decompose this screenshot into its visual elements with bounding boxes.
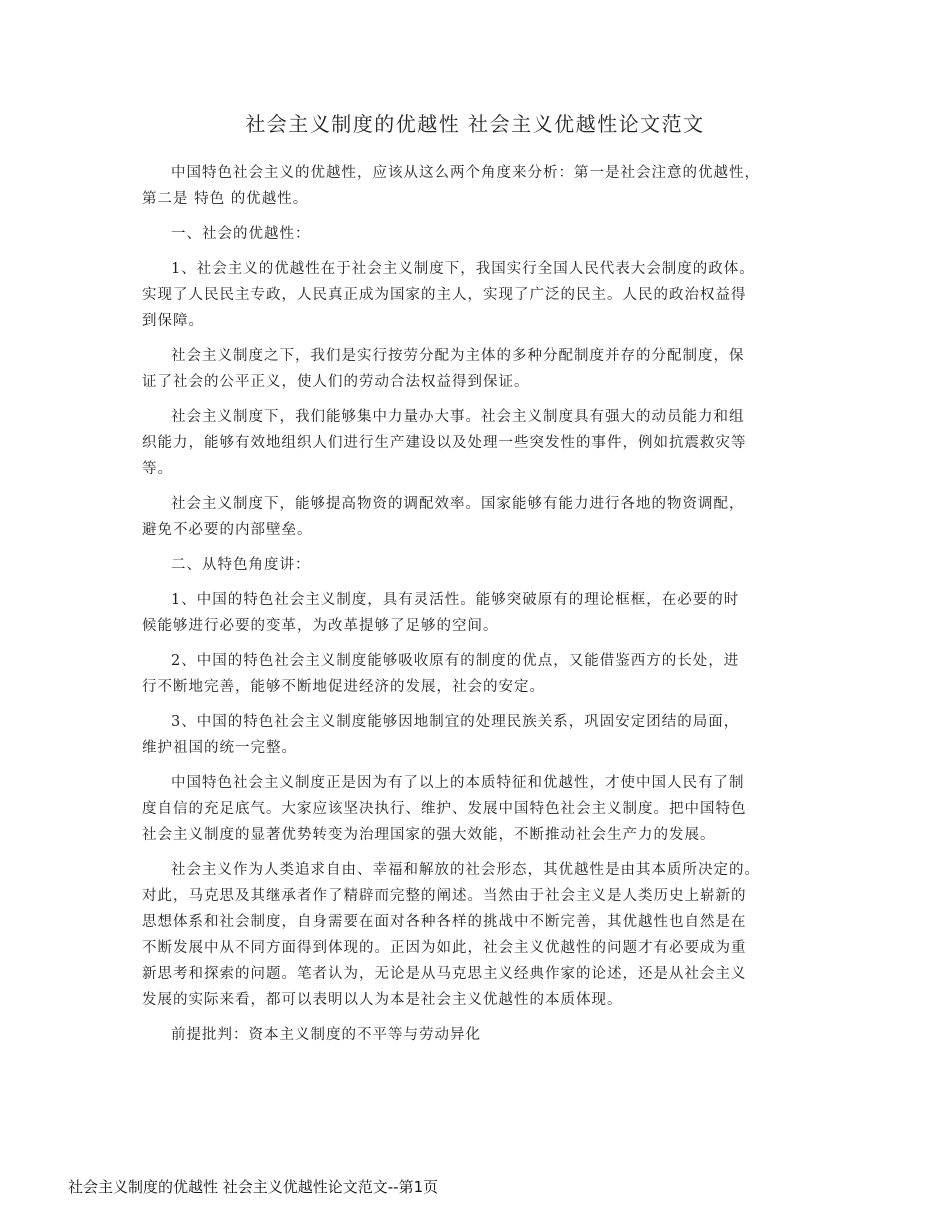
paragraph-line: 思想体系和社会制度，自身需要在面对各种各样的挑战中不断完善，其优越性也自然是在	[142, 914, 747, 930]
paragraph-line: 避免不必要的内部壁垒。	[142, 522, 313, 538]
paragraph-line: 行不断地完善，能够不断地促进经济的发展，社会的安定。	[142, 679, 545, 695]
paragraph-line: 社会主义制度下，我们能够集中力量办大事。社会主义制度具有强大的动员能力和组	[171, 409, 745, 425]
paragraph-line: 1、中国的特色社会主义制度，具有灵活性。能够突破原有的理论框框，在必要的时	[171, 592, 740, 608]
paragraph-line: 等。	[142, 461, 173, 477]
paragraph-line: 社会主义作为人类追求自由、幸福和解放的社会形态，其优越性是由其本质所决定的。	[171, 862, 760, 878]
paragraph-line: 证了社会的公平正义，使人们的劳动合法权益得到保证。	[142, 374, 530, 390]
paragraph-line: 维护祖国的统一完整。	[142, 740, 297, 756]
body-paragraph	[142, 552, 822, 578]
paragraph-line: 中国特色社会主义制度正是因为有了以上的本质特征和优越性，才使中国人民有了制	[171, 775, 745, 791]
paragraph-line: 社会主义制度的显著优势转变为治理国家的强大效能，不断推动社会生产力的发展。	[142, 827, 716, 843]
paragraph-line: 社会主义制度之下，我们是实行按劳分配为主体的多种分配制度并存的分配制度，保	[171, 348, 745, 364]
paragraph-line: 二、从特色角度讲：	[171, 557, 311, 573]
paragraph-line: 中国特色社会主义的优越性，应该从这么两个角度来分析：第一是社会注意的优越性，	[171, 165, 760, 181]
paragraph-line: 实现了人民民主专政，人民真正成为国家的主人，实现了广泛的民主。人民的政治权益得	[142, 287, 747, 303]
body-paragraph	[142, 221, 822, 247]
body-paragraph	[142, 404, 822, 482]
body-paragraph	[142, 1022, 822, 1048]
document-title: 社会主义制度的优越性 社会主义优越性论文范文	[245, 112, 705, 136]
paragraph-line: 度自信的充足底气。大家应该坚决执行、维护、发展中国特色社会主义制度。把中国特色	[142, 801, 747, 817]
paragraph-line: 新思考和探索的问题。笔者认为，无论是从马克思主义经典作家的论述，还是从社会主义	[142, 966, 747, 982]
paragraph-line: 2、中国的特色社会主义制度能够吸收原有的制度的优点，又能借鉴西方的长处，进	[171, 653, 740, 669]
body-paragraph	[142, 587, 822, 639]
paragraph-line: 1、社会主义的优越性在于社会主义制度下，我国实行全国人民代表大会制度的政体。	[171, 261, 755, 277]
body-paragraph	[142, 343, 822, 395]
paragraph-line: 3、中国的特色社会主义制度能够因地制宜的处理民族关系，巩固安定团结的局面，	[171, 714, 740, 730]
paragraph-line: 第二是 特色 的优越性。	[142, 191, 309, 207]
paragraph-line: 前提批判：资本主义制度的不平等与劳动异化	[171, 1027, 481, 1043]
body-paragraph	[142, 709, 822, 761]
document-body	[142, 160, 822, 1057]
paragraph-line: 社会主义制度下，能够提高物资的调配效率。国家能够有能力进行各地的物资调配，	[171, 496, 745, 512]
paragraph-line: 候能够进行必要的变革，为改革提够了足够的空间。	[142, 618, 499, 634]
paragraph-line: 不断发展中从不同方面得到体现的。正因为如此，社会主义优越性的问题才有必要成为重	[142, 940, 747, 956]
page-footer: 社会主义制度的优越性 社会主义优越性论文范文--第1页	[68, 1178, 439, 1196]
body-paragraph	[142, 491, 822, 543]
body-paragraph	[142, 648, 822, 700]
paragraph-line: 对此，马克思及其继承者作了精辟而完整的阐述。当然由于社会主义是人类历史上崭新的	[142, 888, 747, 904]
body-paragraph	[142, 857, 822, 1013]
paragraph-line: 到保障。	[142, 313, 204, 329]
paragraph-line: 一、社会的优越性：	[171, 226, 311, 242]
body-paragraph	[142, 770, 822, 848]
paragraph-line: 织能力，能够有效地组织人们进行生产建设以及处理一些突发性的事件，例如抗震救灾等	[142, 435, 747, 451]
body-paragraph	[142, 160, 822, 212]
body-paragraph	[142, 256, 822, 334]
paragraph-line: 发展的实际来看，都可以表明以人为本是社会主义优越性的本质体现。	[142, 992, 623, 1008]
